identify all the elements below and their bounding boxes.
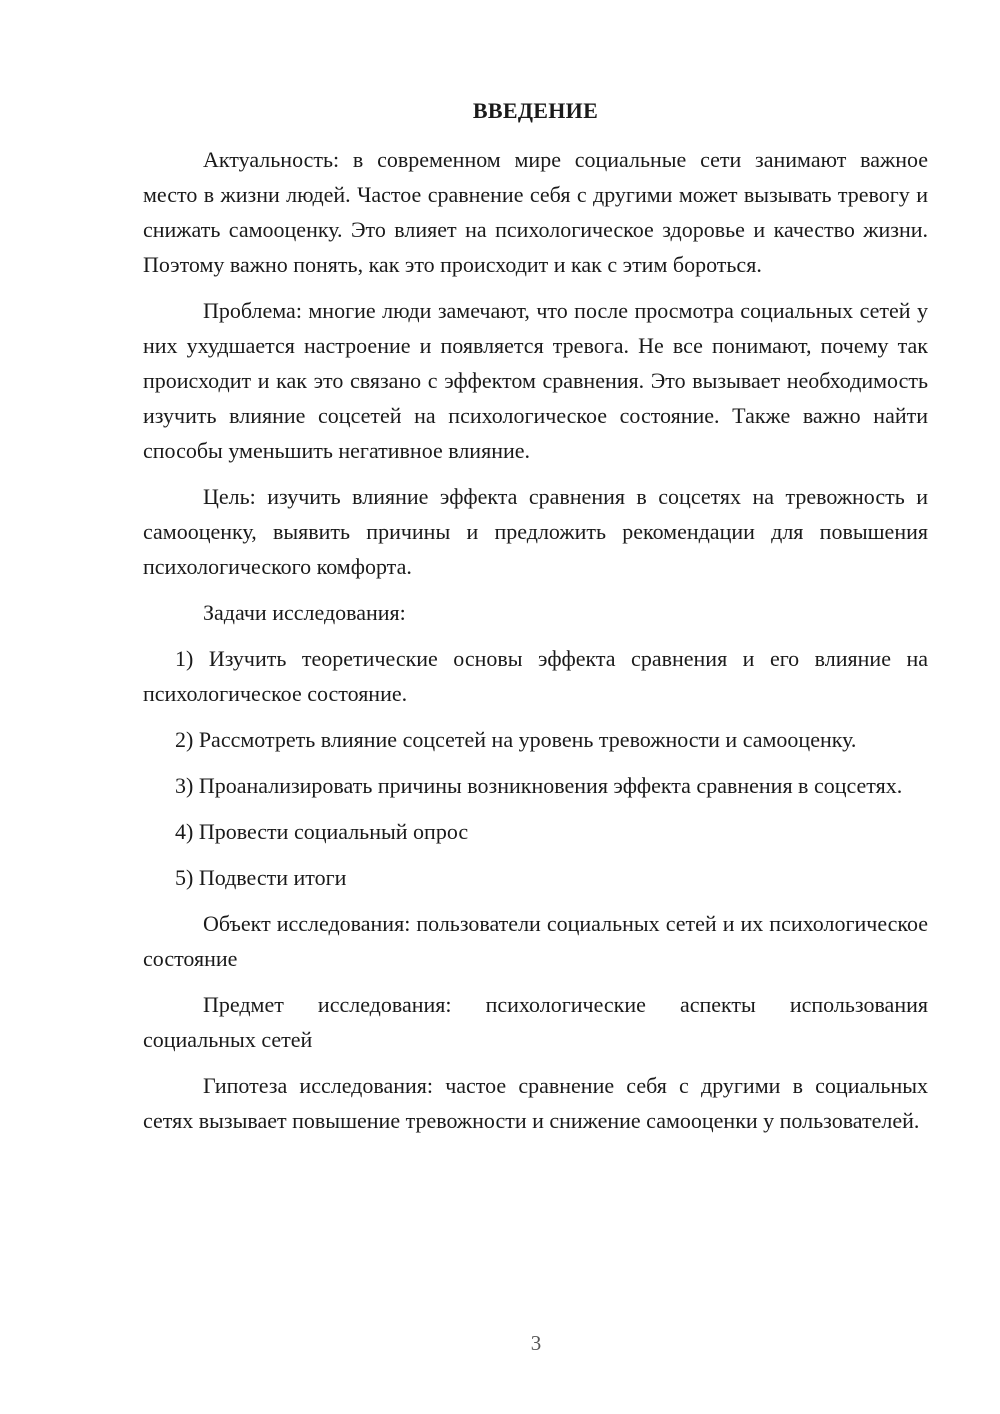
page-number: 3 [530, 1331, 542, 1355]
goal-paragraph: Цель: изучить влияние эффекта сравнения в соцсетях на тревожность и самооценку, выявить причины и предложить рекомендации для повышения психологического комфорта. [143, 484, 928, 579]
problem-paragraph: Проблема: многие люди замечают, что после просмотра социальных сетей у них ухудшается настроение и появляется тревога. Не все понимают, почему так происходит и как это связано с эффектом сравнения. Это вызывает необходимость изучить влияние соцсетей на психологическое состояние. Также важно найти способы уменьшить негативное влияние. [143, 298, 928, 463]
section-title: ВВЕДЕНИЕ [472, 98, 599, 123]
task-item-5: 5) Подвести итоги [175, 865, 347, 890]
subject-paragraph: Предмет исследования: психологические аспекты использования социальных сетей [143, 992, 928, 1052]
task-item-3: 3) Проанализировать причины возникновения эффекта сравнения в соцсетях. [175, 773, 903, 798]
task-item-4: 4) Провести социальный опрос [175, 819, 469, 844]
object-paragraph: Объект исследования: пользователи социальных сетей и их психологическое состояние [143, 911, 928, 971]
task-item-1: 1) Изучить теоретические основы эффекта сравнения и его влияние на психологическое состояние. [143, 646, 928, 706]
hypothesis-paragraph: Гипотеза исследования: частое сравнение себя с другими в социальных сетях вызывает повышение тревожности и снижение самооценки у пользователей. [143, 1073, 928, 1133]
relevance-paragraph: Актуальность: в современном мире социальные сети занимают важное место в жизни людей. Частое сравнение себя с другими может вызывать тревогу и снижать самооценку. Это влияет на психологическое здоровье и качество жизни. Поэтому важно понять, как это происходит и как с этим бороться. [143, 147, 928, 277]
task-item-2: 2) Рассмотреть влияние соцсетей на уровень тревожности и самооценку. [175, 727, 857, 752]
tasks-heading: Задачи исследования: [203, 600, 406, 625]
document-body [143, 142, 928, 1149]
